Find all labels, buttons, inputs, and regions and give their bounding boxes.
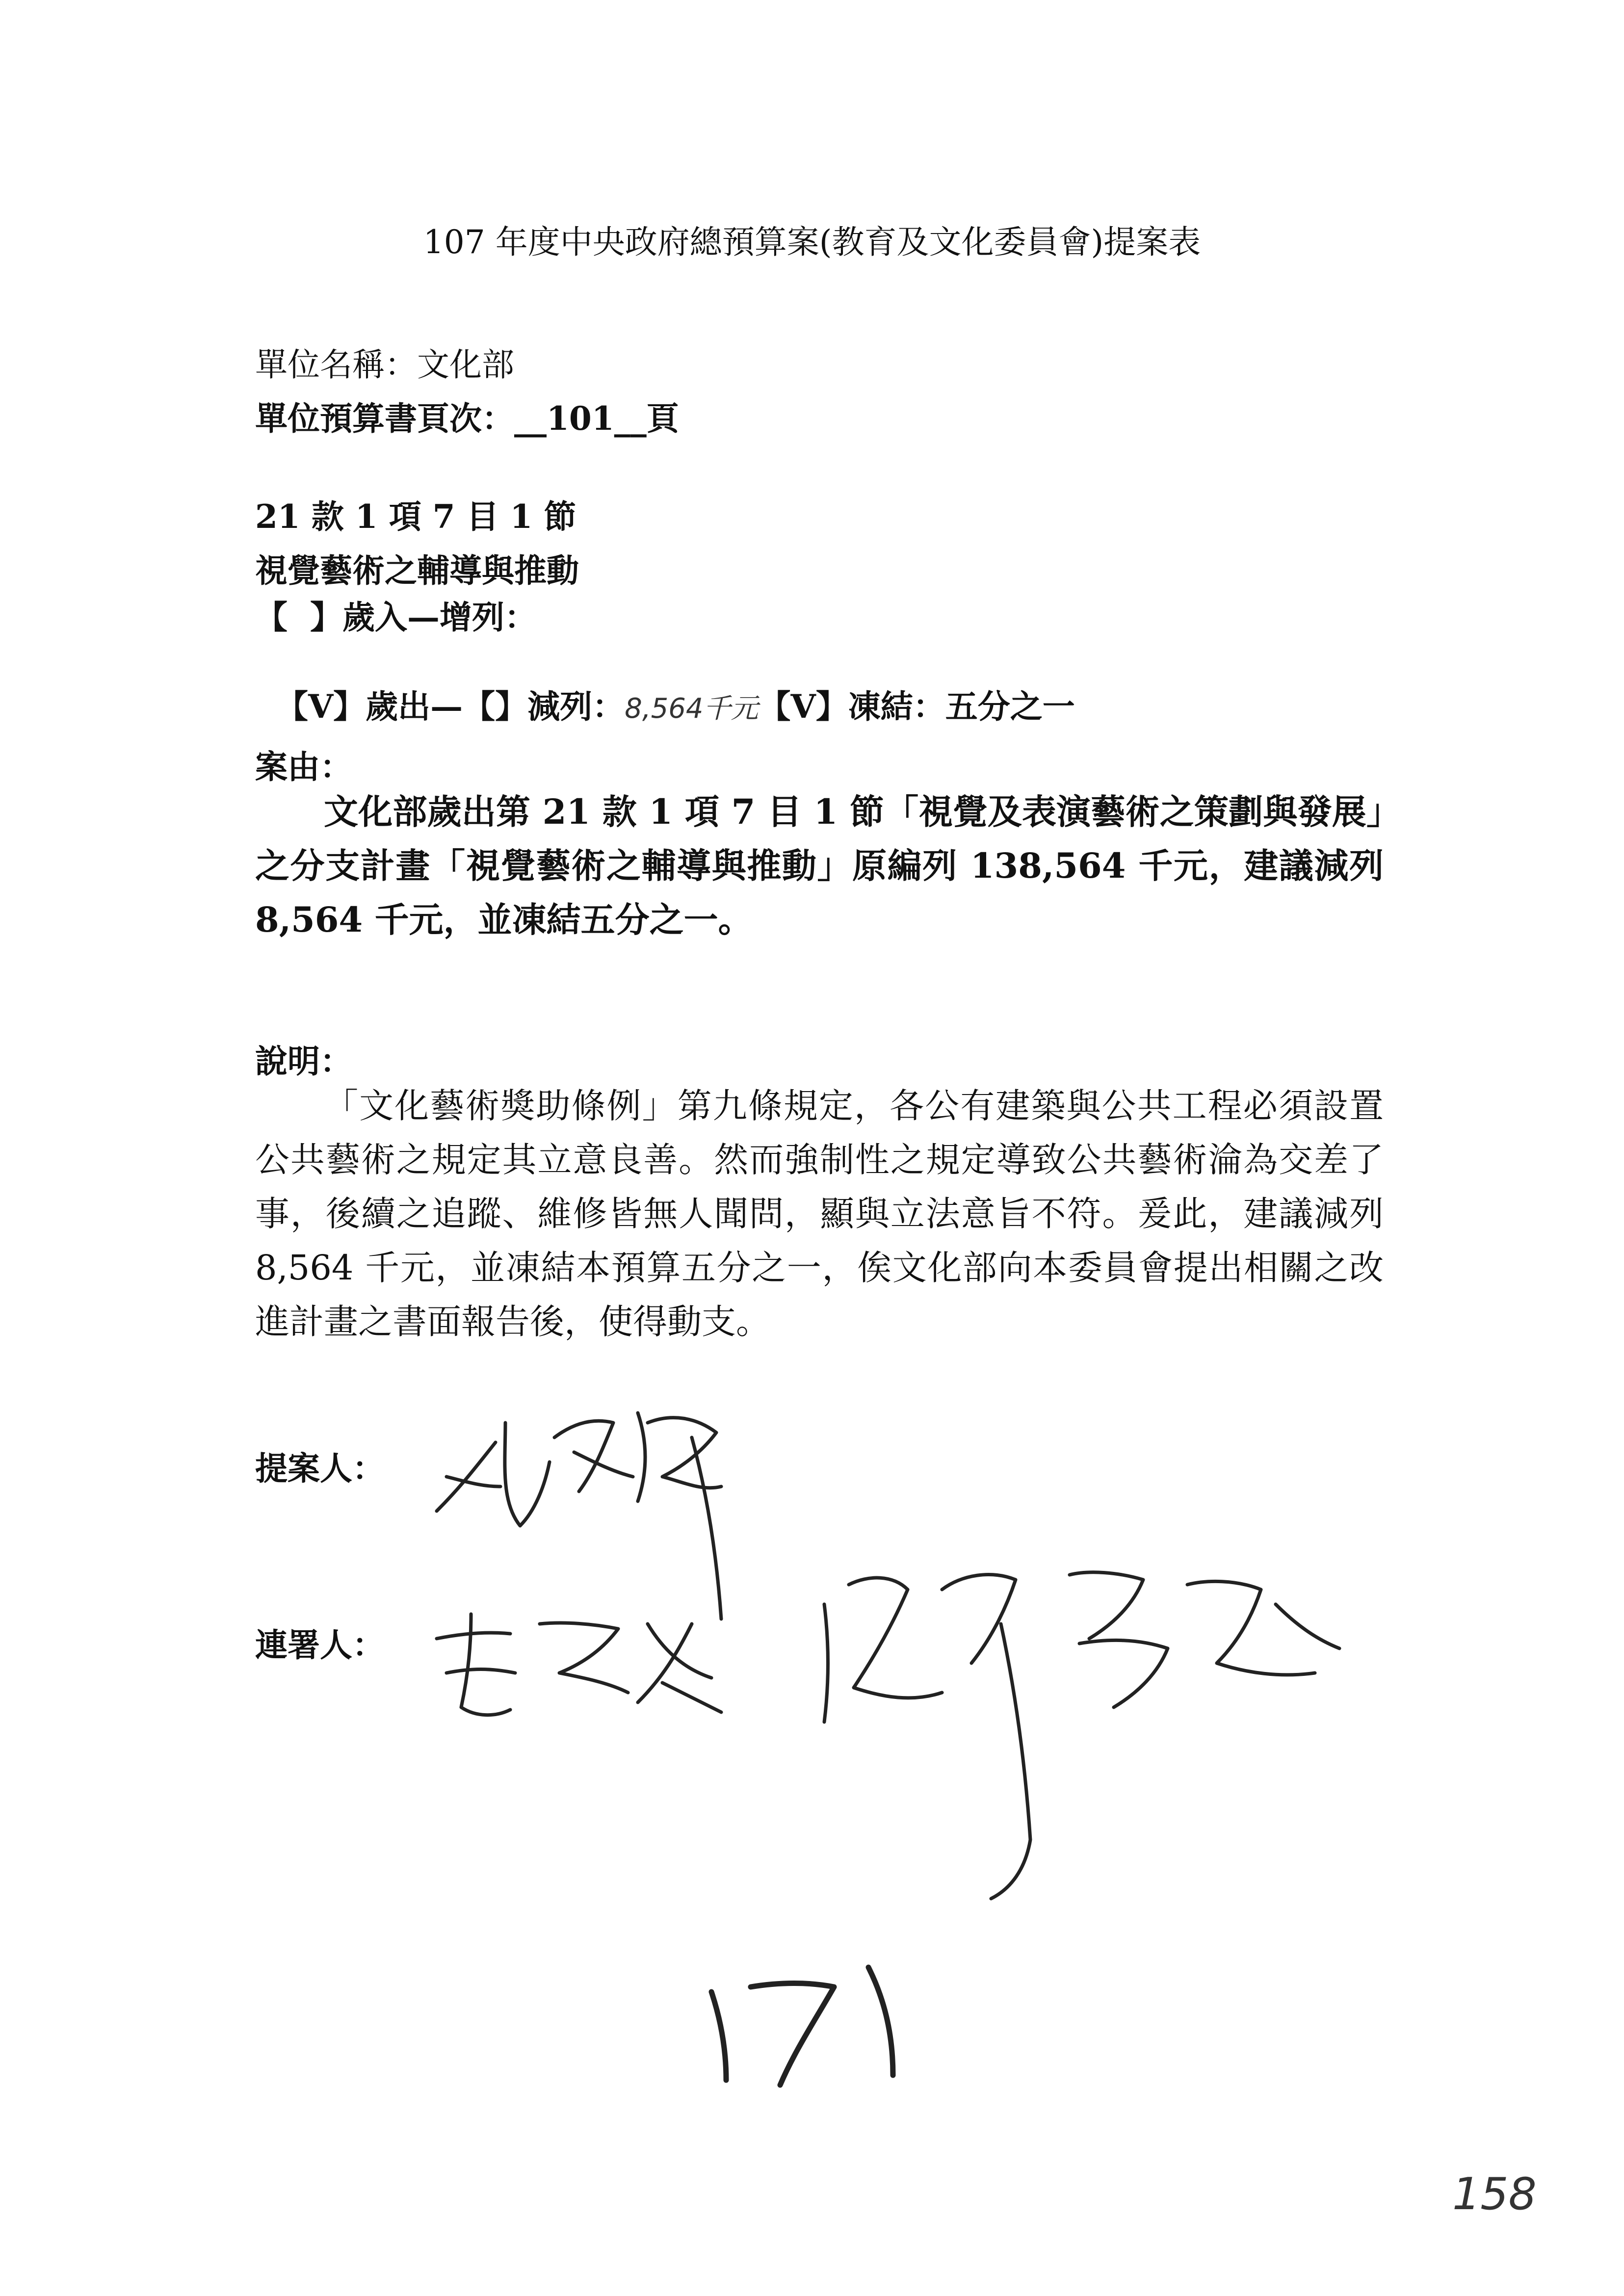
expense-line-b: 【V】凍結：五分之一: [758, 687, 1075, 726]
explanation-heading: 說明：: [255, 1042, 352, 1080]
expense-amount-handwritten: 8,564千元: [625, 693, 759, 725]
expense-line-a: 【V】歲出—【】減列：: [275, 687, 625, 726]
explanation-text: 「文化藝術獎助條例」第九條規定，各公有建築與公共工程必須設置公共藝術之規定其立意良善。然而強制性之規定導致公共藝術淪為交差了事，後續之追蹤、維修皆無人聞問，顯與立法意旨不符。爰此，建議減列 8,564 千元，並凍結本預算五分之一，俟文化部向本委員會提出相關之改進計畫之書面報告後，使得動支。: [255, 1086, 1384, 1342]
document-title: 107 年度中央政府總預算案(教育及文化委員會)提案表: [423, 223, 1201, 261]
reason-text: 文化部歲出第 21 款 1 項 7 目 1 節「視覺及表演藝術之策劃與發展」之分支計畫「視覺藝術之輔導與推動」原編列 138,564 千元，建議減列 8,564 千元，並凍結五分之一。: [255, 791, 1384, 940]
budget-page: 單位預算書頁次：__101__頁: [255, 399, 679, 438]
item-code: 21 款 1 項 7 目 1 節: [255, 497, 576, 536]
item-name: 視覺藝術之輔導與推動: [255, 551, 579, 590]
cosigner-signature-2: [795, 1545, 1384, 1913]
proposer-label: 提案人：: [255, 1449, 385, 1487]
cosigner-label: 連署人：: [255, 1626, 385, 1664]
handwritten-page-number: [677, 1938, 952, 2095]
reason-heading: 案由：: [255, 748, 352, 786]
revenue-line: 【 】歲入—增列：: [255, 598, 537, 636]
unit-name: 單位名稱：文化部: [255, 346, 514, 384]
corner-page-number: 158: [1452, 2168, 1537, 2220]
expense-line: [255, 643, 1075, 727]
cosigner-signature-1: [417, 1594, 736, 1742]
